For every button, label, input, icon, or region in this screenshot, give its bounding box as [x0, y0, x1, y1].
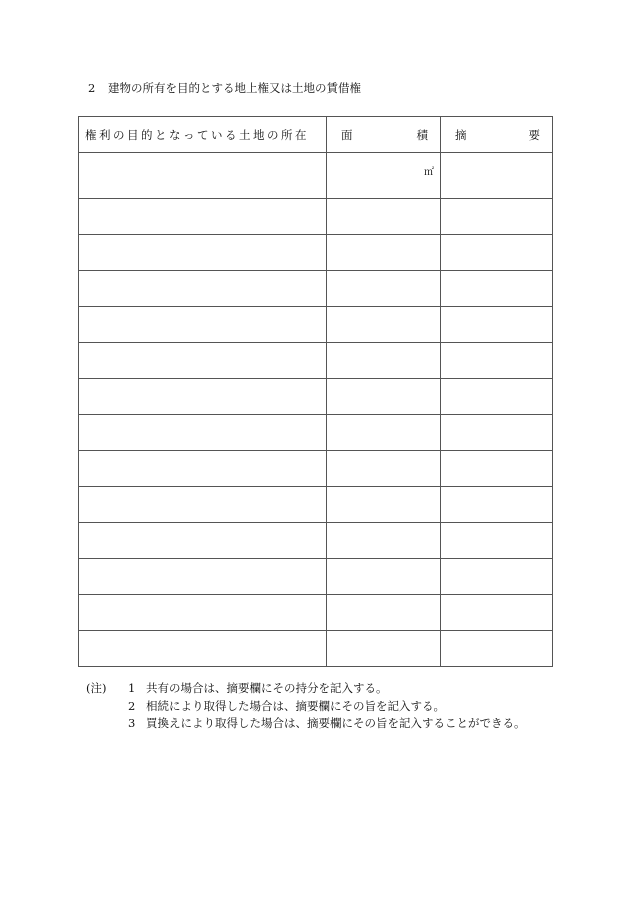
- remarks-cell[interactable]: [441, 415, 553, 451]
- table-row: [79, 559, 553, 595]
- area-cell[interactable]: [327, 379, 441, 415]
- remarks-cell[interactable]: [441, 523, 553, 559]
- header-remarks: [441, 117, 553, 153]
- table-row: [79, 595, 553, 631]
- location-cell[interactable]: [79, 595, 327, 631]
- table-row: [79, 199, 553, 235]
- area-cell[interactable]: [327, 415, 441, 451]
- table-row: [79, 487, 553, 523]
- remarks-cell[interactable]: [441, 199, 553, 235]
- table-row: [79, 343, 553, 379]
- remarks-cell[interactable]: [441, 271, 553, 307]
- area-cell[interactable]: [327, 307, 441, 343]
- location-cell[interactable]: [79, 415, 327, 451]
- table-row: [79, 523, 553, 559]
- area-cell[interactable]: [327, 199, 441, 235]
- location-cell[interactable]: [79, 451, 327, 487]
- remarks-cell[interactable]: [441, 153, 553, 199]
- table-row: [79, 451, 553, 487]
- remarks-cell[interactable]: [441, 487, 553, 523]
- table-row: [79, 415, 553, 451]
- remarks-cell[interactable]: [441, 307, 553, 343]
- remarks-cell[interactable]: [441, 379, 553, 415]
- table-row: [79, 235, 553, 271]
- location-cell[interactable]: [79, 487, 327, 523]
- table-row: [79, 631, 553, 667]
- area-cell[interactable]: [327, 343, 441, 379]
- header-area-b: 積: [416, 127, 428, 142]
- section-title-text: 建物の所有を目的とする地上権又は土地の賃借権: [108, 81, 361, 95]
- header-area: [327, 117, 441, 153]
- area-cell[interactable]: [327, 559, 441, 595]
- note-text: 買換えにより取得した場合は、摘要欄にその旨を記入することができる。: [146, 716, 526, 730]
- header-remarks-a: 摘: [455, 127, 467, 142]
- area-cell[interactable]: [327, 595, 441, 631]
- area-cell[interactable]: ㎡: [327, 153, 441, 199]
- note-text: 相続により取得した場合は、摘要欄にその旨を記入する。: [146, 698, 445, 713]
- section-title: [88, 80, 361, 96]
- note-item: [86, 698, 526, 716]
- location-cell[interactable]: [79, 379, 327, 415]
- location-cell[interactable]: [79, 153, 327, 199]
- area-cell[interactable]: [327, 271, 441, 307]
- land-rights-table: [78, 116, 553, 667]
- area-cell[interactable]: [327, 235, 441, 271]
- remarks-cell[interactable]: [441, 559, 553, 595]
- table-row: [79, 379, 553, 415]
- table-row: [79, 307, 553, 343]
- note-item: [86, 715, 526, 733]
- table-row: [79, 271, 553, 307]
- area-cell[interactable]: [327, 451, 441, 487]
- location-cell[interactable]: [79, 199, 327, 235]
- location-cell[interactable]: [79, 343, 327, 379]
- remarks-cell[interactable]: [441, 235, 553, 271]
- note-number: 3: [128, 716, 136, 730]
- remarks-cell[interactable]: [441, 343, 553, 379]
- note-number: 2: [128, 698, 136, 713]
- location-cell[interactable]: [79, 235, 327, 271]
- area-cell[interactable]: [327, 631, 441, 667]
- note-text: 共有の場合は、摘要欄にその持分を記入する。: [146, 681, 388, 695]
- note-number: 1: [128, 681, 136, 695]
- notes-label: (注): [86, 681, 107, 695]
- location-cell[interactable]: [79, 307, 327, 343]
- header-remarks-b: 要: [528, 127, 540, 142]
- location-cell[interactable]: [79, 559, 327, 595]
- notes: [86, 680, 526, 733]
- location-cell[interactable]: [79, 523, 327, 559]
- table-row: [79, 153, 553, 199]
- section-number: 2: [88, 81, 96, 95]
- header-location: 権利の目的となっている土地の所在: [79, 117, 327, 153]
- remarks-cell[interactable]: [441, 451, 553, 487]
- header-area-a: 面: [341, 127, 353, 142]
- table-header-row: [79, 117, 553, 153]
- location-cell[interactable]: [79, 271, 327, 307]
- note-item: [86, 680, 526, 698]
- remarks-cell[interactable]: [441, 631, 553, 667]
- area-cell[interactable]: [327, 487, 441, 523]
- remarks-cell[interactable]: [441, 595, 553, 631]
- location-cell[interactable]: [79, 631, 327, 667]
- area-cell[interactable]: [327, 523, 441, 559]
